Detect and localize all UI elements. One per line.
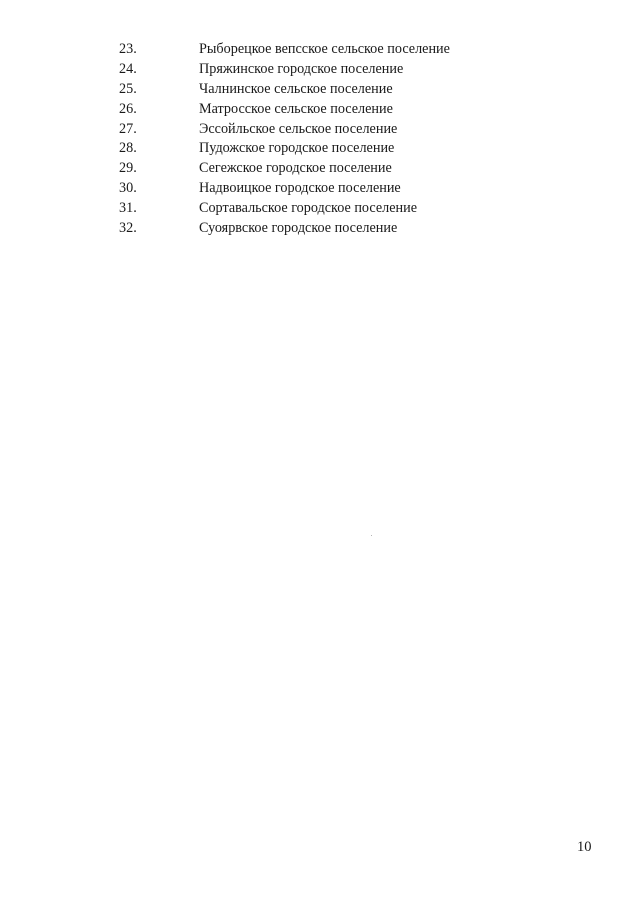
item-text: Сортавальское городское поселение bbox=[199, 200, 417, 217]
item-text: Суоярвское городское поселение bbox=[199, 220, 398, 237]
item-text: Надвоицкое городское поселение bbox=[199, 180, 401, 197]
item-number: 32. bbox=[119, 220, 137, 237]
item-number: 26. bbox=[119, 100, 137, 117]
list-item bbox=[119, 80, 450, 100]
item-number: 29. bbox=[119, 160, 137, 177]
item-text: Рыборецкое вепсское сельское поселение bbox=[199, 41, 450, 57]
scan-speck bbox=[371, 535, 372, 536]
list-item bbox=[119, 159, 450, 179]
item-number: 23. bbox=[119, 41, 137, 57]
item-number: 30. bbox=[119, 180, 137, 197]
list-item bbox=[119, 179, 450, 199]
item-number: 27. bbox=[119, 120, 137, 137]
list-item bbox=[119, 139, 450, 159]
item-text: Пудожское городское поселение bbox=[199, 140, 395, 157]
item-text: Сегежское городское поселение bbox=[199, 160, 392, 177]
item-text: Матросское сельское поселение bbox=[199, 100, 393, 117]
item-text: Чалнинское сельское поселение bbox=[199, 80, 393, 97]
item-number: 28. bbox=[119, 140, 137, 157]
page-number: 10 bbox=[577, 839, 592, 855]
item-text: Пряжинское городское поселение bbox=[199, 60, 404, 77]
list-item bbox=[119, 219, 450, 239]
list-item bbox=[119, 120, 450, 140]
list-item bbox=[119, 199, 450, 219]
item-number: 31. bbox=[119, 200, 137, 217]
item-text: Эссойльское сельское поселение bbox=[199, 120, 398, 137]
settlements-list bbox=[119, 40, 450, 239]
list-item bbox=[119, 100, 450, 120]
item-number: 24. bbox=[119, 60, 137, 77]
list-item bbox=[119, 40, 450, 60]
list-item bbox=[119, 60, 450, 80]
item-number: 25. bbox=[119, 80, 137, 97]
